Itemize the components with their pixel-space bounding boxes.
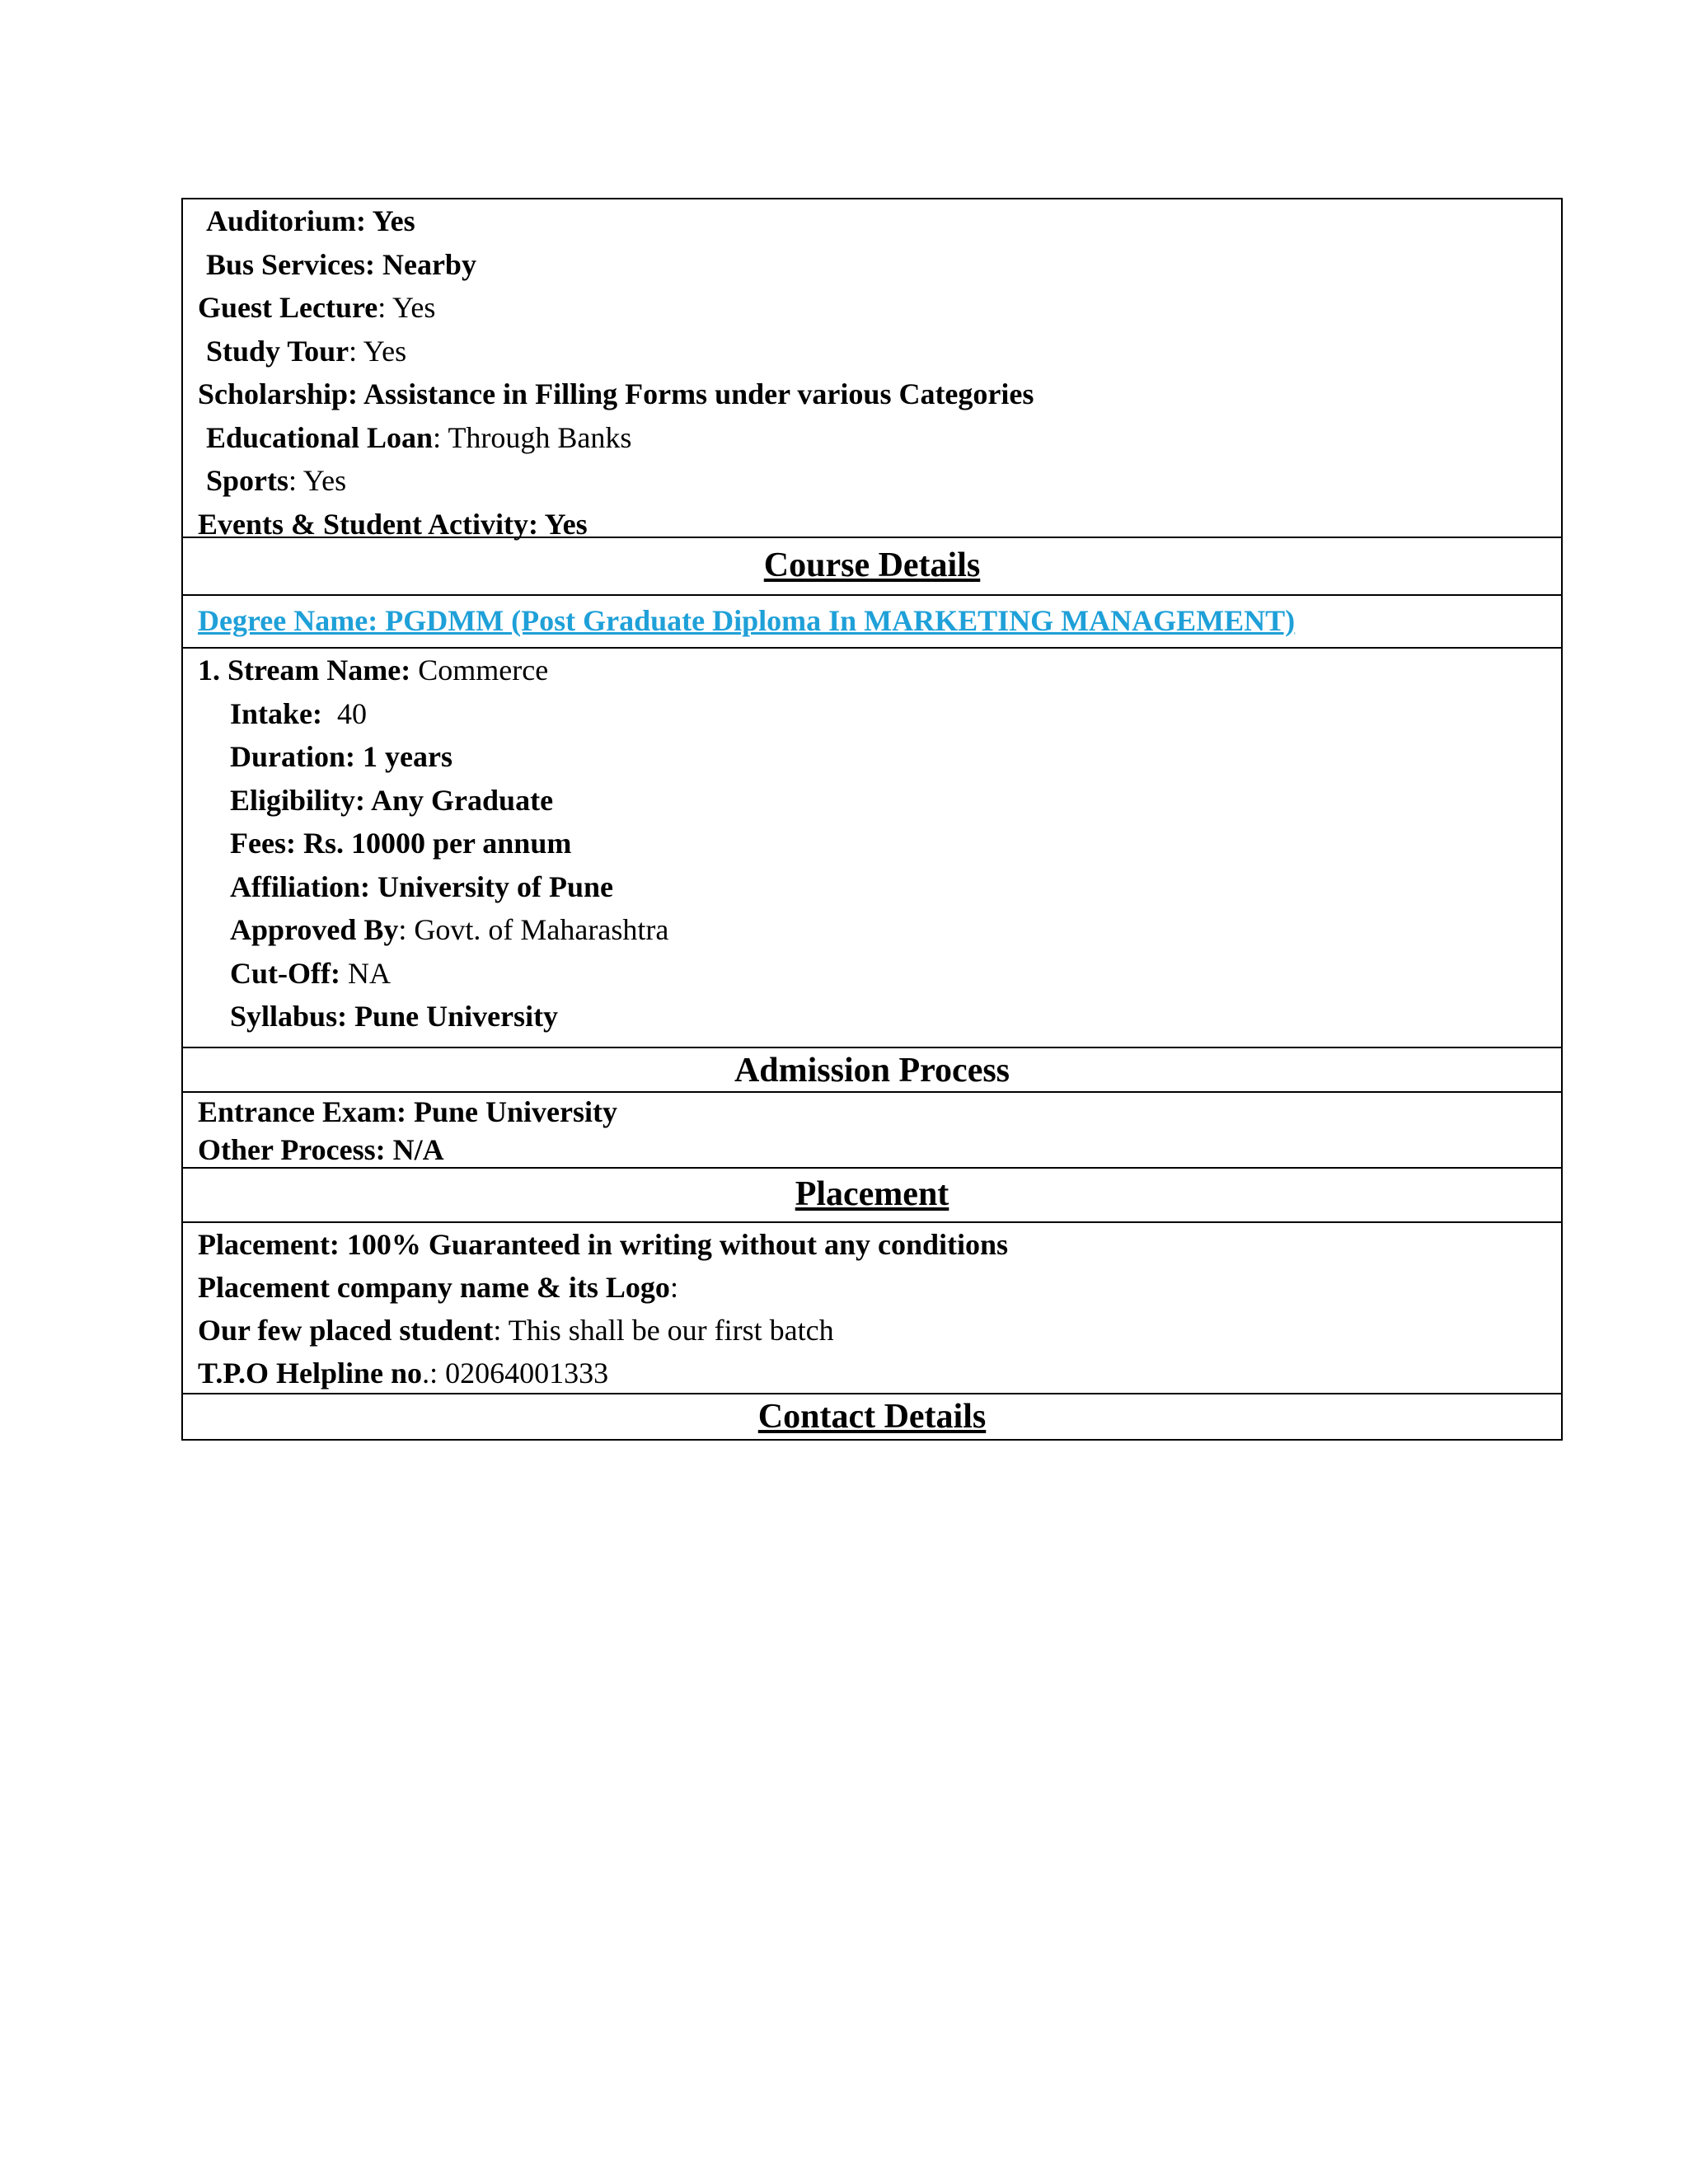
placement-item-label: T.P.O Helpline no <box>198 1356 423 1390</box>
course-approved-by <box>183 908 1561 952</box>
details-table <box>181 198 1563 1441</box>
facility-educational-loan <box>183 416 1561 460</box>
course-item-value: NA <box>340 956 391 990</box>
facility-value: : Through Banks <box>433 420 632 454</box>
stream-label: 1. Stream Name: <box>198 654 411 687</box>
course-item-value: 40 <box>322 696 368 730</box>
placement-item-label: Our few placed student <box>198 1313 494 1347</box>
course-syllabus <box>183 995 1561 1038</box>
course-item-label: Cut-Off: <box>230 956 340 990</box>
course-details-heading: Course Details <box>763 546 981 584</box>
facility-study-tour <box>183 330 1561 373</box>
contact-details-heading-cell <box>183 1394 1561 1439</box>
course-item-value: : Govt. of Maharashtra <box>398 913 669 946</box>
placement-guarantee <box>198 1223 1561 1266</box>
degree-name-link[interactable]: Degree Name: PGDMM (Post Graduate Diploma In MARKETING MANAGEMENT) <box>198 604 1296 637</box>
placement-heading-cell <box>183 1169 1561 1223</box>
admission-process-heading-cell <box>183 1048 1561 1093</box>
facility-value: : Yes <box>349 334 407 368</box>
facility-label: Sports <box>206 464 289 497</box>
course-cut-off <box>183 952 1561 996</box>
course-item-label: Syllabus: Pune University <box>230 1000 559 1033</box>
placement-item-label: Placement company name & its Logo <box>198 1270 670 1304</box>
course-item-label: Affiliation: University of Pune <box>230 869 613 903</box>
course-affiliation <box>183 865 1561 909</box>
course-duration <box>183 735 1561 779</box>
course-item-label: Approved By <box>230 913 399 946</box>
degree-name-cell <box>183 596 1561 649</box>
course-info-section <box>183 649 1561 1048</box>
other-process: Other Process: N/A <box>198 1132 444 1166</box>
admission-process-heading: Admission Process <box>734 1051 1010 1090</box>
placement-tpo-helpline <box>198 1352 1561 1394</box>
placement-item-value: : <box>669 1270 678 1304</box>
entrance-exam: Entrance Exam: Pune University <box>198 1094 617 1128</box>
facility-auditorium <box>183 199 1561 243</box>
facility-label: Events & Student Activity: Yes <box>198 507 588 541</box>
placement-placed-students <box>198 1309 1561 1352</box>
contact-details-heading: Contact Details <box>757 1397 987 1436</box>
facility-label: Educational Loan <box>206 420 434 454</box>
facility-label: Scholarship: Assistance in Filling Forms under various Categories <box>198 377 1034 410</box>
placement-item-value: .: 02064001333 <box>422 1356 609 1390</box>
facility-label: Bus Services: Nearby <box>206 247 476 281</box>
admission-process-section <box>183 1093 1561 1169</box>
course-item-label: Eligibility: Any Graduate <box>230 783 554 817</box>
stream-value: Commerce <box>410 654 549 687</box>
facility-sports <box>183 459 1561 503</box>
facility-value: : Yes <box>288 464 347 497</box>
placement-company-logo <box>198 1266 1561 1309</box>
course-item-label: Duration: 1 years <box>230 740 452 773</box>
course-item-label: Intake: <box>230 696 323 730</box>
course-item-label: Fees: Rs. 10000 per annum <box>230 827 572 860</box>
stream-name-line <box>183 649 1561 692</box>
facility-label: Auditorium: Yes <box>206 204 415 237</box>
facility-value: : Yes <box>377 291 436 324</box>
facility-guest-lecture <box>183 286 1561 330</box>
facilities-section <box>183 199 1561 541</box>
course-intake <box>183 692 1561 736</box>
placement-heading: Placement <box>795 1174 950 1213</box>
facility-scholarship <box>183 373 1561 416</box>
course-details-heading-cell <box>183 538 1561 596</box>
course-eligibility <box>183 779 1561 823</box>
course-fees <box>183 822 1561 865</box>
facility-label: Guest Lecture <box>198 291 378 324</box>
placement-section <box>183 1223 1561 1394</box>
placement-item-value: : This shall be our first batch <box>493 1313 834 1347</box>
facility-label: Study Tour <box>206 334 349 368</box>
facility-bus-services <box>183 243 1561 287</box>
placement-item-label: Placement: 100% Guaranteed in writing without any conditions <box>198 1227 1009 1261</box>
